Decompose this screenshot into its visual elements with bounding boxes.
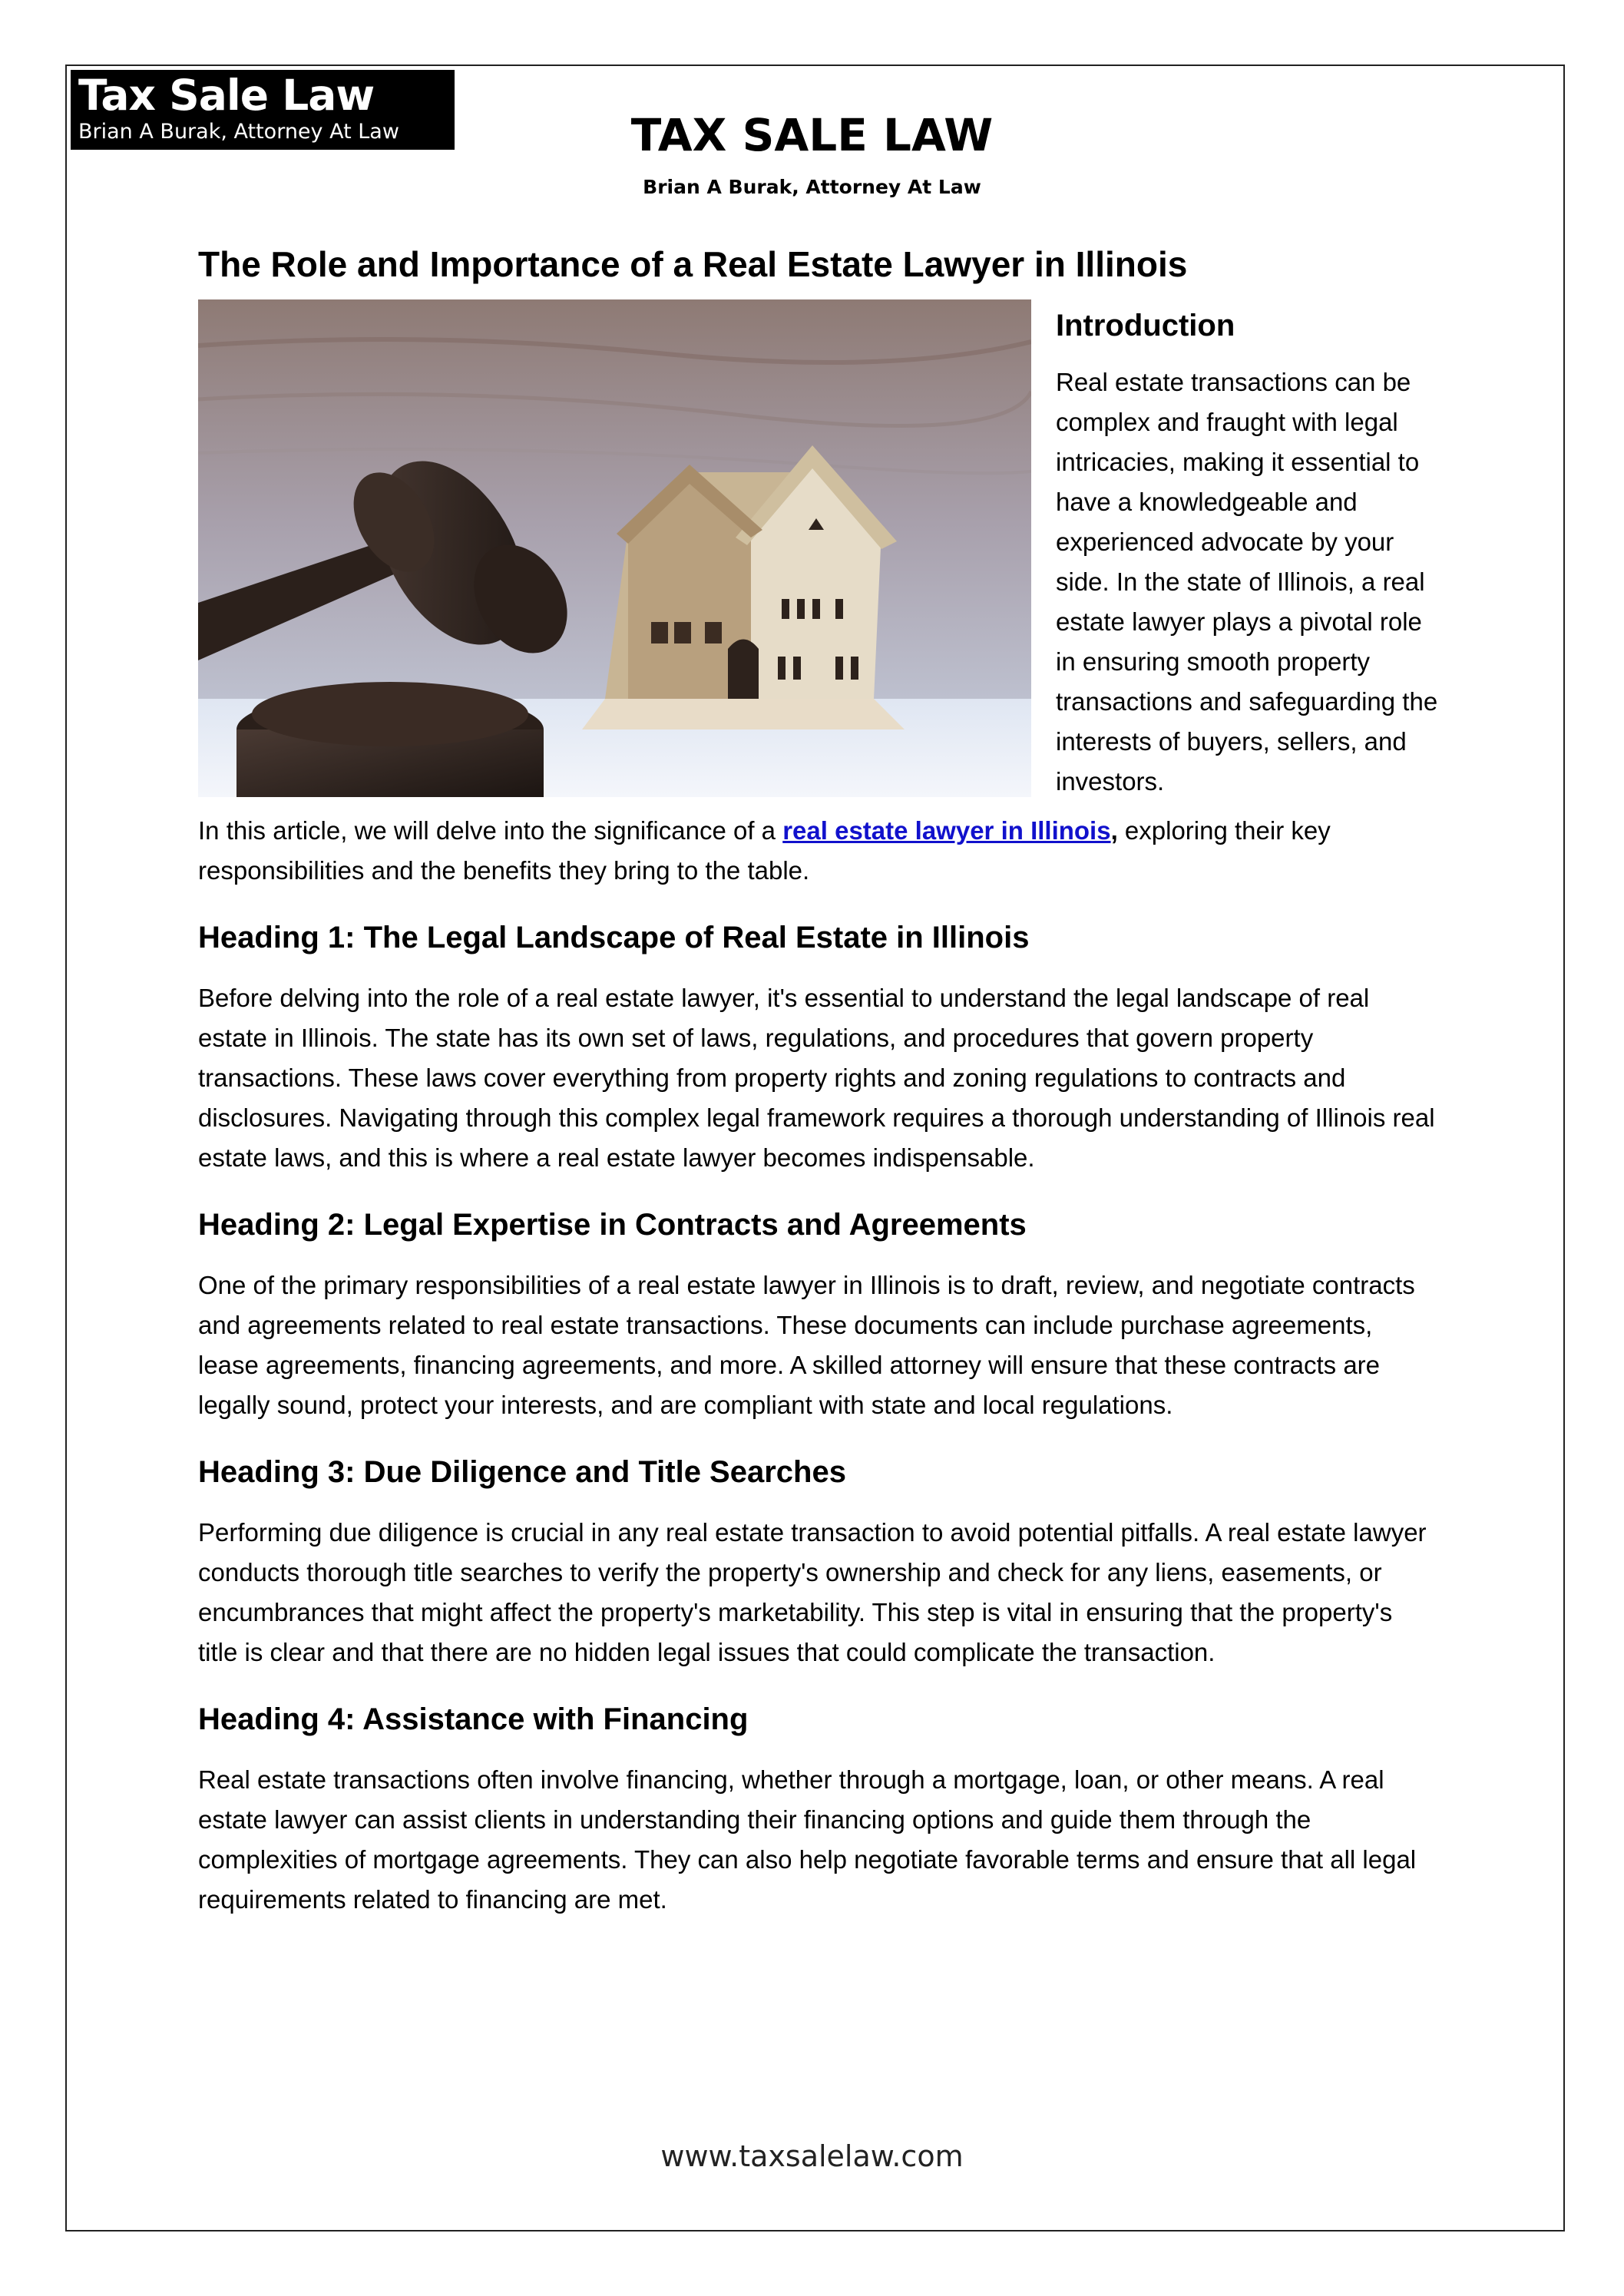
introduction-continuation: In this article, we will delve into the significance of a real estate lawyer in Illinois, exploring their key responsibilities and the benefits they bring to the table. xyxy=(198,816,1331,885)
site-subtitle: Brian A Burak, Attorney At Law xyxy=(643,176,981,198)
logo-name: Tax Sale Law xyxy=(78,71,375,120)
section-heading-1: Heading 1: The Legal Landscape of Real Estate in Illinois xyxy=(198,921,1030,954)
real-estate-lawyer-link[interactable]: real estate lawyer in Illinois xyxy=(782,816,1111,845)
section-heading-3: Heading 3: Due Diligence and Title Searches xyxy=(198,1455,846,1489)
gavel-and-house-image xyxy=(198,299,1031,797)
section-body-4: Real estate transactions often involve financing, whether through a mortgage, loan, or other means. A real estate lawyer can assist clients in understanding their financing options and guide them through the complexities of mortgage agreements. They can also help negotiate favorable terms and ensure that all legal requirements related to financing are met. xyxy=(198,1765,1417,1914)
introduction-heading: Introduction xyxy=(1056,309,1235,342)
section-heading-4: Heading 4: Assistance with Financing xyxy=(198,1702,749,1736)
logo-subtitle: Brian A Burak, Attorney At Law xyxy=(78,120,399,144)
introduction-text: Real estate transactions can be complex and fraught with legal intricacies, making it essential to have a knowledgeable and experienced advocate by your side. In the state of Illinois, a real estate lawyer plays a pivotal role in ensuring smooth property transactions and safeguarding the interests of buyers, sellers, and investors. xyxy=(1056,368,1438,796)
article xyxy=(198,233,1438,1920)
section-body-2: One of the primary responsibilities of a real estate lawyer in Illinois is to draft, review, and negotiate contracts and agreements related to real estate transactions. These documents can include purchase agreements, lease agreements, financing agreements, and more. A skilled attorney will ensure that these contracts are legally sound, protect your interests, and are compliant with state and local regulations. xyxy=(198,1271,1415,1419)
section-heading-2: Heading 2: Legal Expertise in Contracts and Agreements xyxy=(198,1208,1027,1242)
site-title: TAX SALE LAW xyxy=(630,109,994,161)
footer-url[interactable]: www.taxsalelaw.com xyxy=(660,2139,964,2173)
section-body-1: Before delving into the role of a real estate lawyer, it's essential to understand the legal landscape of real estate in Illinois. The state has its own set of laws, regulations, and procedures that govern property transactions. These laws cover everything from property rights and zoning regulations to contracts and disclosures. Navigating through this complex legal framework requires a thorough understanding of Illinois real estate laws, and this is where a real estate lawyer becomes indispensable. xyxy=(198,984,1435,1172)
section-body-3: Performing due diligence is crucial in any real estate transaction to avoid potential pitfalls. A real estate lawyer conducts thorough title searches to verify the property's ownership and check for any liens, easements, or encumbrances that might affect the property's marketability. This step is vital in ensuring that the property's title is clear and that there are no hidden legal issues that could complicate the transaction. xyxy=(198,1518,1427,1666)
article-title: The Role and Importance of a Real Estate Lawyer in Illinois xyxy=(198,244,1188,284)
